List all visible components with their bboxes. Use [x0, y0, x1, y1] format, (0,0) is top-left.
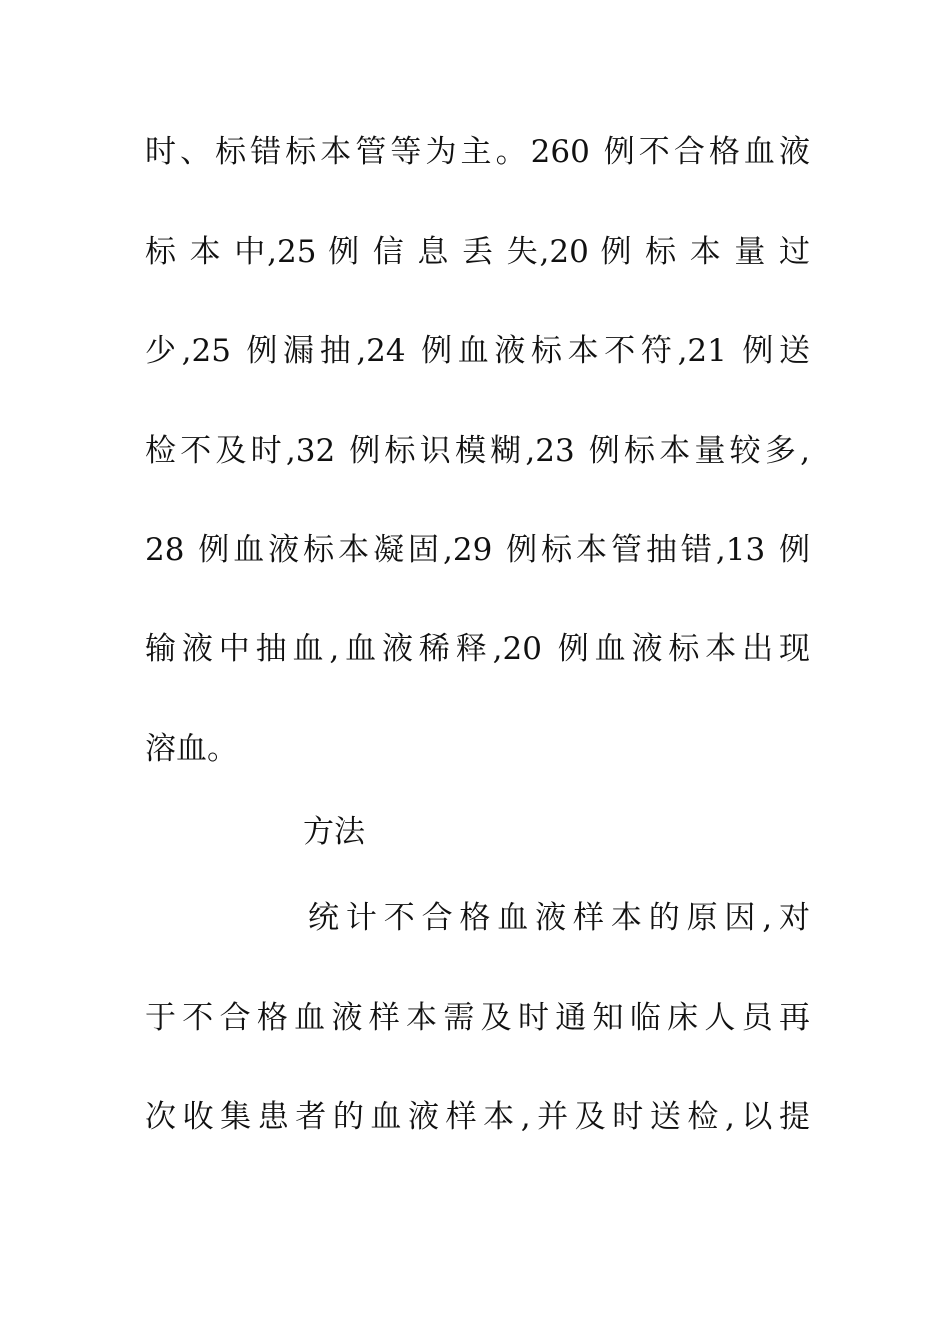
text-line: 标 本 中,25 例 信 息 丢 失,20 例 标 本 量 过	[145, 234, 810, 270]
section-heading: 方法	[303, 814, 365, 850]
text-line: 时、标错标本管等为主。260 例不合格血液	[145, 134, 810, 170]
text-line: 28 例血液标本凝固,29 例标本管抽错,13 例	[145, 532, 810, 568]
text-line: 次收集患者的血液样本,并及时送检,以提	[145, 1099, 810, 1135]
text-line: 检不及时,32 例标识模糊,23 例标本量较多,	[145, 433, 810, 469]
text-line: 于不合格血液样本需及时通知临床人员再	[145, 1000, 810, 1036]
text-line: 少,25 例漏抽,24 例血液标本不符,21 例送	[145, 333, 810, 369]
text-line: 统计不合格血液样本的原因,对	[308, 900, 810, 936]
text-line: 溶血。	[145, 731, 238, 767]
text-line: 输液中抽血,血液稀释,20 例血液标本出现	[145, 631, 810, 667]
